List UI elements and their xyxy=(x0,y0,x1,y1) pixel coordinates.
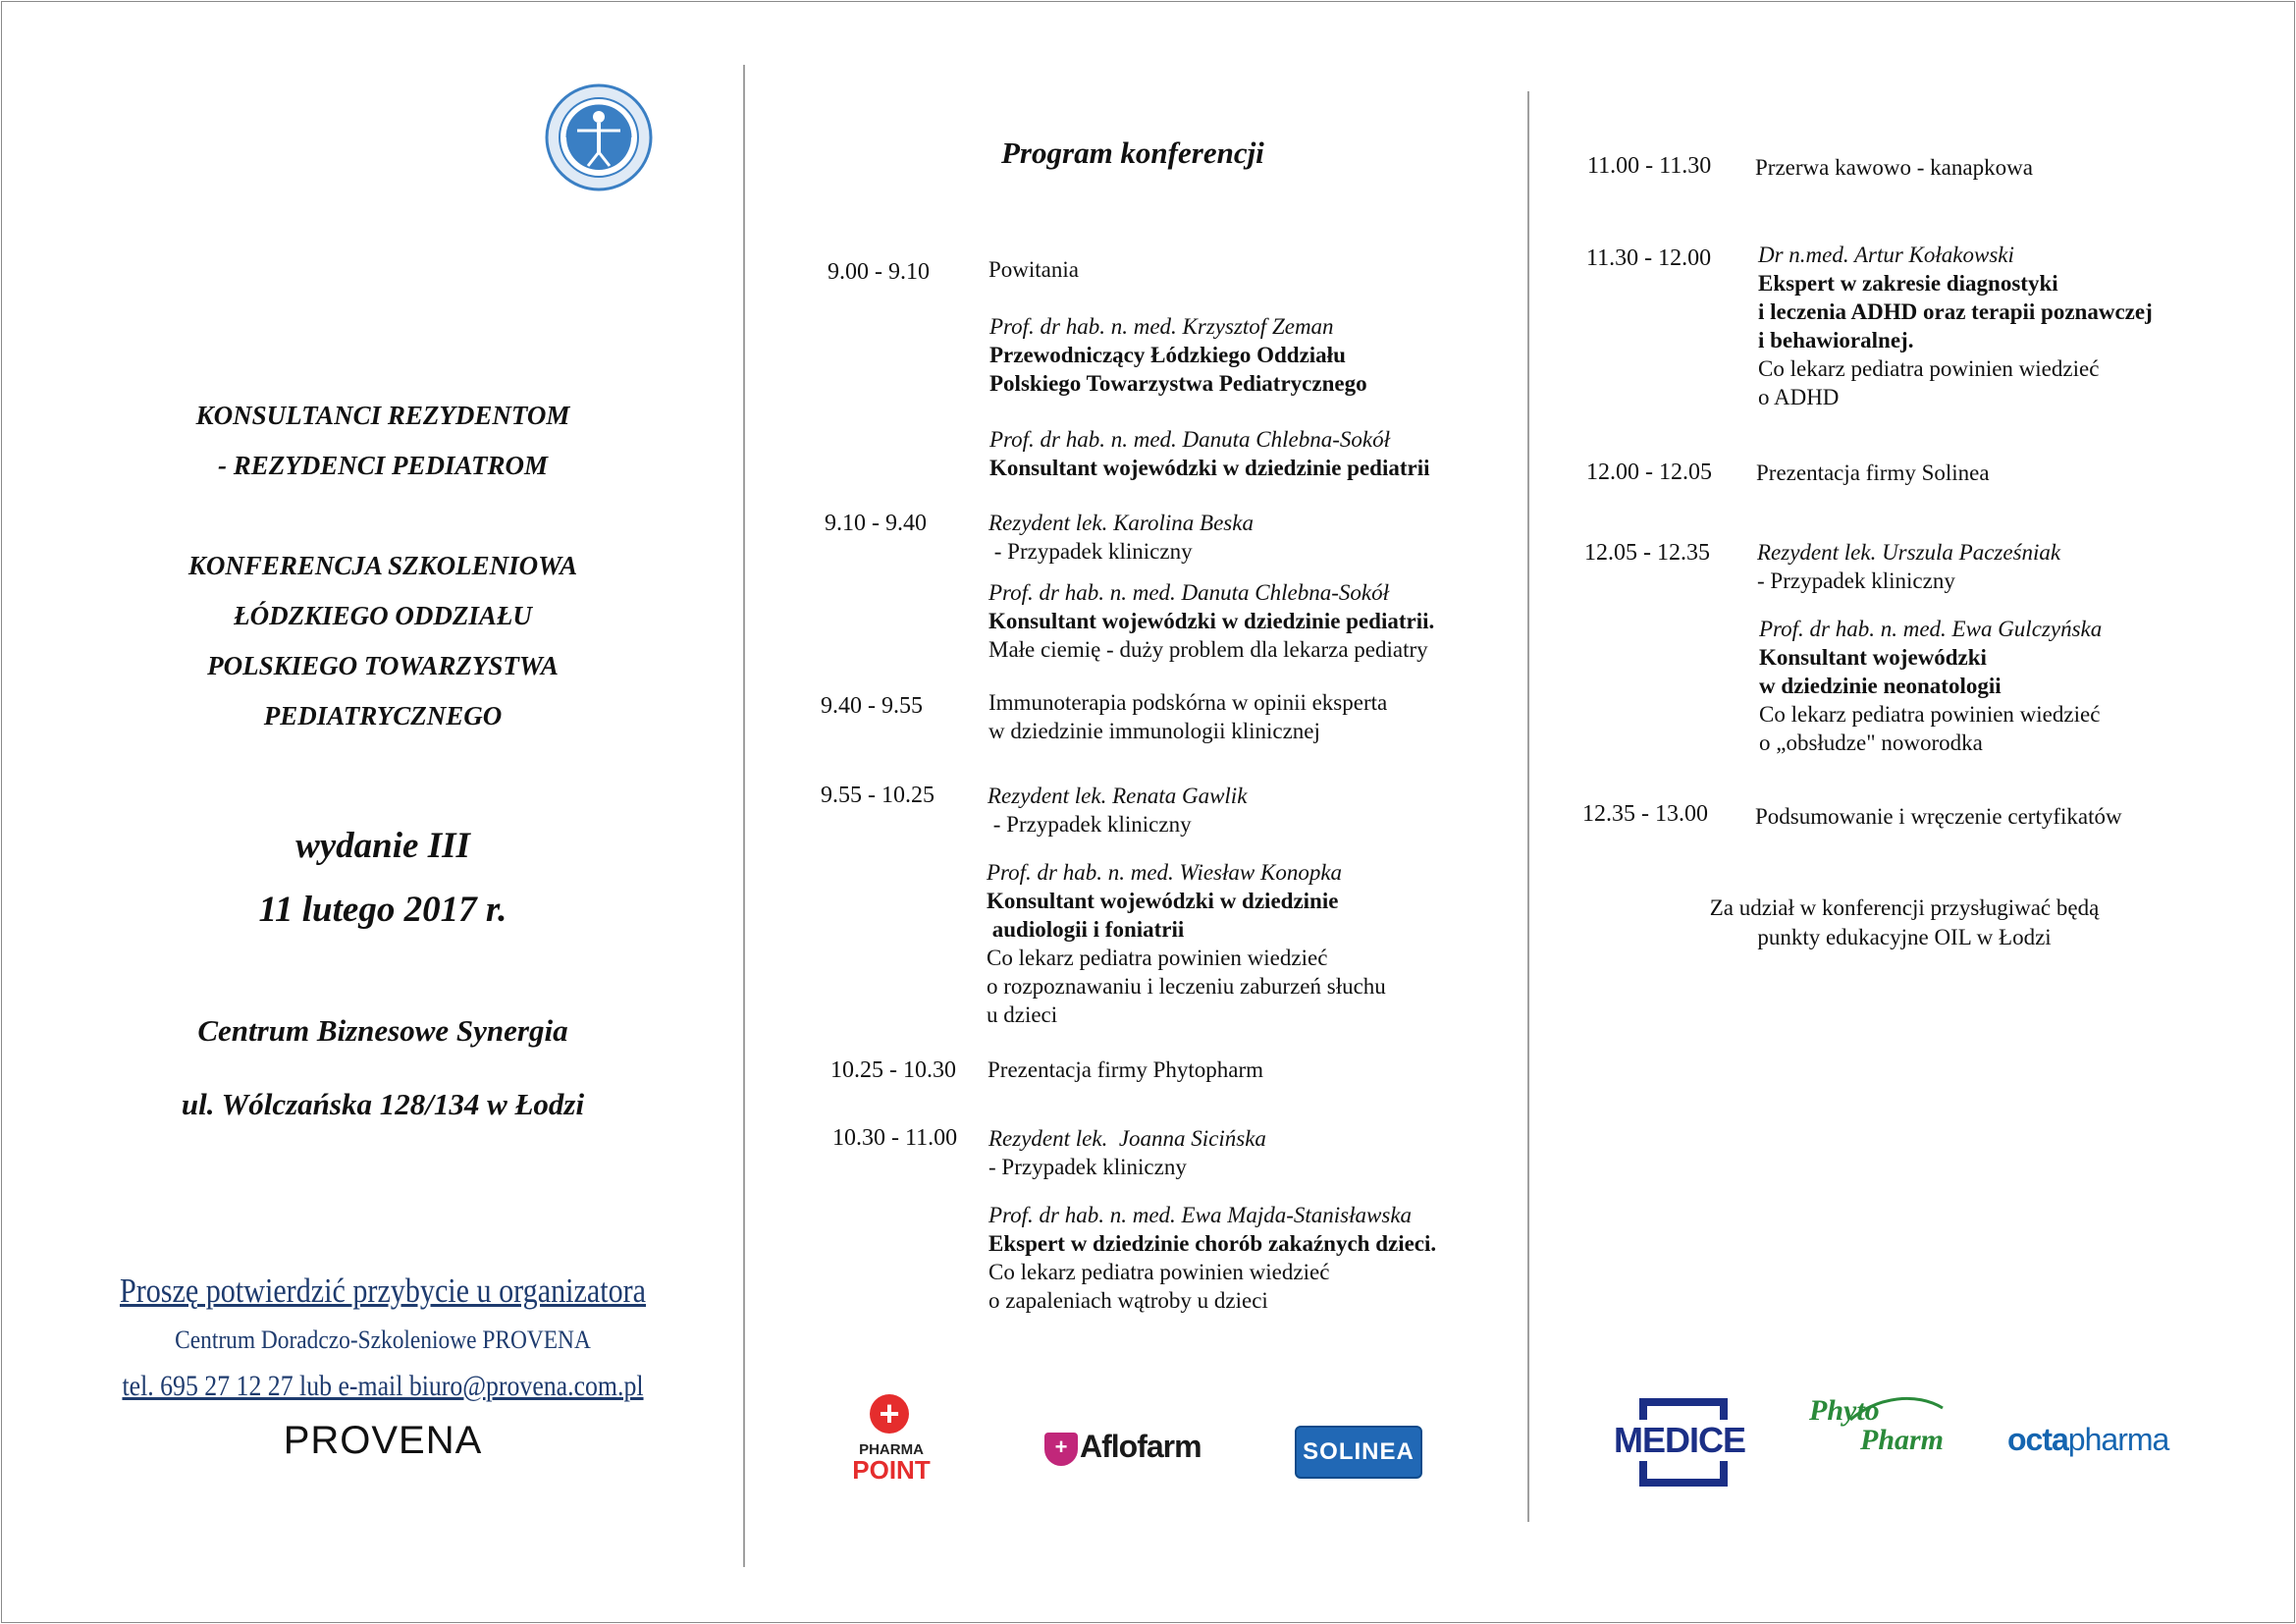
agenda-speaker xyxy=(987,858,1386,1029)
speaker-name: Prof. dr hab. n. med. Danuta Chlebna-Sokół xyxy=(988,580,1390,605)
heading-line: KONSULTANCI REZYDENTOM xyxy=(195,401,570,430)
venue-address: ul. Wólczańska 128/134 w Łodzi xyxy=(181,1087,585,1121)
time-slot: 9.00 - 9.10 xyxy=(828,259,930,285)
phytopharm-text: Phyto xyxy=(1809,1394,1880,1427)
time-slot: 11.00 - 11.30 xyxy=(1587,153,1712,179)
item-text: Immunoterapia podskórna w opinii eksperta xyxy=(988,690,1388,715)
agenda-item xyxy=(988,688,1387,745)
conference-subtitle xyxy=(88,541,677,741)
item-text: - Przypadek kliniczny xyxy=(988,539,1193,564)
talk-topic: Małe ciemię - duży problem dla lekarza pediatry xyxy=(988,637,1428,662)
item-text: - Przypadek kliniczny xyxy=(988,1155,1187,1179)
talk-topic: o ADHD xyxy=(1758,385,1840,409)
speaker-name: Rezydent lek. Urszula Pacześniak xyxy=(1757,540,2061,565)
agenda-speaker xyxy=(988,1124,1266,1181)
agenda-speaker xyxy=(988,509,1254,566)
item-text: Powitania xyxy=(988,257,1079,282)
item-text: Prezentacja firmy Phytopharm xyxy=(988,1057,1264,1082)
program-title: Program konferencji xyxy=(1001,135,1264,170)
rsvp-heading: Proszę potwierdzić przybycie u organizatora xyxy=(119,1272,647,1310)
solinea-logo: SOLINEA xyxy=(1295,1426,1422,1479)
agenda-speaker xyxy=(1757,538,2060,595)
agenda-speaker xyxy=(1759,615,2102,757)
aflofarm-shield-icon: + xyxy=(1044,1433,1078,1466)
event-date: 11 lutego 2017 r. xyxy=(258,890,507,930)
time-slot: 12.05 - 12.35 xyxy=(1584,540,1710,566)
talk-topic: u dzieci xyxy=(987,1002,1058,1027)
agenda-speaker xyxy=(988,1201,1436,1315)
subtitle-line: POLSKIEGO TOWARZYSTWA xyxy=(207,651,559,680)
pharmapoint-pin-icon: + xyxy=(870,1394,909,1434)
speaker-role: Konsultant wojewódzki w dziedzinie pediatrii xyxy=(989,456,1430,480)
talk-topic: o rozpoznawaniu i leczeniu zaburzeń słuchu xyxy=(987,974,1386,999)
time-slot: 10.30 - 11.00 xyxy=(832,1125,958,1151)
organizer-name: Centrum Doradczo-Szkoleniowe PROVENA xyxy=(175,1326,591,1354)
speaker-role: i behawioralnej. xyxy=(1758,328,1914,352)
speaker-role: Konsultant wojewódzki w dziedzinie pediatrii. xyxy=(988,609,1435,633)
speaker-name: Prof. dr hab. n. med. Wiesław Konopka xyxy=(987,860,1343,885)
speaker-role: audiologii i foniatrii xyxy=(987,917,1185,942)
pharmapoint-text: POINT xyxy=(852,1455,931,1485)
time-slot: 9.40 - 9.55 xyxy=(821,693,923,719)
agenda-item xyxy=(988,1056,1263,1084)
item-text: - Przypadek kliniczny xyxy=(1757,568,1955,593)
speaker-name: Prof. dr hab. n. med. Ewa Gulczyńska xyxy=(1759,617,2103,641)
aflofarm-text: Aflofarm xyxy=(1080,1429,1201,1464)
speaker-role: Ekspert w zakresie diagnostyki xyxy=(1758,271,2058,296)
note-line: punkty edukacyjne OIL w Łodzi xyxy=(1757,925,2052,949)
speaker-name: Rezydent lek. Joanna Sicińska xyxy=(988,1126,1266,1151)
note-line: Za udział w konferencji przysługiwać będą xyxy=(1709,895,2100,920)
provena-logo: PROVENA xyxy=(283,1419,483,1462)
time-slot: 10.25 - 10.30 xyxy=(830,1057,956,1083)
time-slot: 9.55 - 10.25 xyxy=(821,783,934,808)
phytopharm-text: Pharm xyxy=(1860,1424,1945,1456)
agenda-speaker xyxy=(988,782,1247,839)
octapharma-text: octa xyxy=(2007,1422,2068,1457)
speaker-role: Konsultant wojewódzki xyxy=(1759,645,1987,670)
talk-topic: Co lekarz pediatra powinien wiedzieć xyxy=(1759,702,2101,727)
subtitle-line: ŁÓDZKIEGO ODDZIAŁU xyxy=(234,601,532,630)
medice-text: MEDICE xyxy=(1614,1420,1746,1460)
item-text: Przerwa kawowo - kanapkowa xyxy=(1755,155,2033,180)
speaker-role: Konsultant wojewódzki w dziedzinie xyxy=(987,889,1339,913)
agenda-item xyxy=(1756,459,1990,487)
subtitle-line: KONFERENCJA SZKOLENIOWA xyxy=(187,551,578,580)
society-seal-logo xyxy=(545,83,653,191)
heading-line: - REZYDENCI PEDIATROM xyxy=(217,451,549,480)
organizer-contact[interactable]: tel. 695 27 12 27 lub e-mail biuro@provena.com.pl xyxy=(122,1370,644,1402)
conference-heading xyxy=(88,391,677,491)
speaker-role: Polskiego Towarzystwa Pediatrycznego xyxy=(989,371,1367,396)
time-slot: 12.35 - 13.00 xyxy=(1582,801,1708,827)
time-slot: 12.00 - 12.05 xyxy=(1586,460,1712,485)
agenda-speaker xyxy=(988,578,1434,664)
agenda-item xyxy=(1755,153,2033,182)
agenda-speaker xyxy=(989,425,1430,482)
phytopharm-logo xyxy=(1809,1394,1956,1473)
agenda-item xyxy=(1755,802,2122,831)
fold-line-right xyxy=(1527,91,1529,1522)
item-text: Podsumowanie i wręczenie certyfikatów xyxy=(1755,804,2122,829)
pharmapoint-text: PHARMA xyxy=(859,1441,924,1458)
venue-name: Centrum Biznesowe Synergia xyxy=(197,1013,568,1048)
talk-topic: o „obsłudze" noworodka xyxy=(1759,731,1983,755)
item-text: - Przypadek kliniczny xyxy=(988,812,1192,837)
speaker-name: Prof. dr hab. n. med. Ewa Majda-Stanisławska xyxy=(988,1203,1413,1227)
speaker-role: i leczenia ADHD oraz terapii poznawczej xyxy=(1758,299,2153,324)
speaker-name: Rezydent lek. Renata Gawlik xyxy=(988,784,1248,808)
time-slot: 9.10 - 9.40 xyxy=(825,511,927,536)
speaker-role: w dziedzinie neonatologii xyxy=(1759,674,2002,698)
fold-line-left xyxy=(743,65,745,1567)
edition: wydanie III xyxy=(295,826,470,866)
talk-topic: o zapaleniach wątroby u dzieci xyxy=(988,1288,1268,1313)
talk-topic: Co lekarz pediatra powinien wiedzieć xyxy=(987,946,1328,970)
agenda-item xyxy=(988,255,1079,284)
time-slot: 11.30 - 12.00 xyxy=(1586,245,1712,271)
talk-topic: Co lekarz pediatra powinien wiedzieć xyxy=(1758,356,2100,381)
talk-topic: Co lekarz pediatra powinien wiedzieć xyxy=(988,1260,1330,1284)
cme-points-note xyxy=(1580,893,2228,952)
aflofarm-logo xyxy=(1044,1429,1221,1472)
subtitle-line: PEDIATRYCZNEGO xyxy=(263,701,503,731)
medice-logo xyxy=(1614,1398,1746,1487)
speaker-name: Prof. dr hab. n. med. Krzysztof Zeman xyxy=(989,314,1334,339)
speaker-role: Ekspert w dziedzinie chorób zakaźnych dzieci. xyxy=(988,1231,1437,1256)
speaker-name: Rezydent lek. Karolina Beska xyxy=(988,511,1254,535)
pharmapoint-logo xyxy=(852,1394,931,1492)
agenda-speaker xyxy=(989,312,1367,398)
octapharma-logo xyxy=(2007,1422,2168,1458)
speaker-name: Prof. dr hab. n. med. Danuta Chlebna-Sokół xyxy=(989,427,1391,452)
octapharma-text: pharma xyxy=(2067,1422,2169,1457)
agenda-speaker xyxy=(1758,241,2153,411)
speaker-role: Przewodniczący Łódzkiego Oddziału xyxy=(989,343,1346,367)
speaker-name: Dr n.med. Artur Kołakowski xyxy=(1758,243,2014,267)
item-text: Prezentacja firmy Solinea xyxy=(1756,460,1990,485)
item-text: w dziedzinie immunologii klinicznej xyxy=(988,719,1320,743)
